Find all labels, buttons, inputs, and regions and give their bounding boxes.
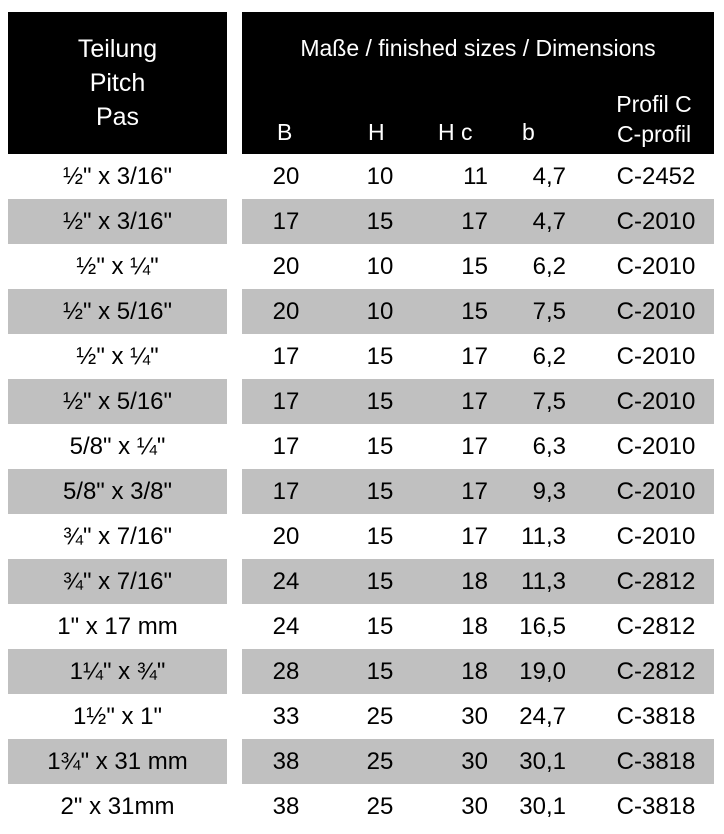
hc-height-cell: 15 [461,253,488,280]
b-inner-cell: 24,7 [519,703,566,730]
h-height-cell: 15 [366,478,394,505]
b-inner-cell: 16,5 [519,613,566,640]
profil-cell: C-2812 [616,613,696,640]
h-height-cell: 15 [366,208,394,235]
profil-cell: C-2010 [616,478,696,505]
b-width-cell: 28 [272,658,300,685]
b-width-cell: 38 [272,748,300,775]
table-row [0,289,724,334]
hc-height-cell: 18 [461,658,488,685]
table-row [0,694,724,739]
hc-height-cell: 17 [461,523,488,550]
table-row [0,334,724,379]
b-width-cell: 20 [272,298,300,325]
hc-height-cell: 17 [461,343,488,370]
profil-cell: C-2010 [616,388,696,415]
profil-cell: C-2010 [616,433,696,460]
pitch-cell: 5/8" x ¼" [69,433,166,460]
b-inner-cell: 7,5 [532,298,566,325]
column-header-profil-line2: C-profil [616,121,692,147]
b-inner-cell: 11,3 [521,523,566,550]
column-header-profil-line1: Profil C [616,91,692,117]
h-height-cell: 15 [366,568,394,595]
pitch-cell: ½" x ¼" [76,343,159,370]
b-width-cell: 20 [272,163,300,190]
pitch-cell: 1½" x 1" [72,703,163,730]
profil-cell: C-2010 [616,208,696,235]
profil-cell: C-2010 [616,343,696,370]
b-inner-cell: 7,5 [532,388,566,415]
h-height-cell: 10 [366,253,394,280]
h-height-cell: 25 [366,793,394,820]
b-inner-cell: 19,0 [519,658,566,685]
table-row [0,604,724,649]
h-height-cell: 25 [366,703,394,730]
profil-cell: C-2010 [616,253,696,280]
b-inner-cell: 30,1 [519,793,566,820]
pitch-cell: 1" x 17 mm [57,613,178,640]
column-header-b: b [522,119,535,145]
pitch-cell: 1¼" x ¾" [69,658,166,685]
column-header-H: H [368,119,385,145]
h-height-cell: 15 [366,343,394,370]
b-width-cell: 17 [272,433,300,460]
h-height-cell: 15 [366,523,394,550]
h-height-cell: 25 [366,748,394,775]
pitch-cell: ½" x 5/16" [62,298,173,325]
b-inner-cell: 6,2 [532,253,566,280]
b-width-cell: 17 [272,388,300,415]
profil-cell: C-2010 [616,523,696,550]
pitch-cell: ¾" x 7/16" [62,523,173,550]
pitch-cell: 5/8" x 3/8" [62,478,173,505]
b-inner-cell: 4,7 [532,163,566,190]
pitch-header-title [8,32,227,134]
h-height-cell: 15 [366,613,394,640]
b-inner-cell: 9,3 [532,478,566,505]
hc-height-cell: 17 [461,478,488,505]
table-row [0,244,724,289]
hc-height-cell: 18 [461,568,488,595]
b-width-cell: 24 [272,568,300,595]
pitch-cell: ½" x ¼" [76,253,159,280]
table-body [0,154,724,829]
hc-height-cell: 30 [461,703,488,730]
hc-height-cell: 11 [463,163,488,190]
pitch-cell: 2" x 31mm [60,793,175,820]
table-row [0,739,724,784]
b-width-cell: 17 [272,208,300,235]
profil-cell: C-2010 [616,298,696,325]
pitch-header-line-french: Pas [95,103,140,131]
column-header-B: B [277,119,293,145]
dimensions-header-title: Maße / finished sizes / Dimensions [300,35,656,61]
b-width-cell: 20 [272,253,300,280]
hc-height-cell: 17 [461,388,488,415]
b-width-cell: 24 [272,613,300,640]
hc-height-cell: 30 [461,793,488,820]
h-height-cell: 15 [366,658,394,685]
pitch-cell: ½" x 3/16" [62,208,173,235]
h-height-cell: 15 [366,433,394,460]
pitch-cell: ¾" x 7/16" [62,568,173,595]
pitch-cell: 1¾" x 31 mm [47,748,188,775]
pitch-cell: ½" x 3/16" [62,163,173,190]
pitch-cell: ½" x 5/16" [62,388,173,415]
dimensions-header [242,12,714,154]
pitch-header-line-german: Teilung [77,35,158,63]
pitch-column-header [8,12,227,154]
profil-cell: C-3818 [616,793,696,820]
profil-cell: C-3818 [616,703,696,730]
table-row [0,379,724,424]
table-row [0,154,724,199]
b-inner-cell: 4,7 [532,208,566,235]
hc-height-cell: 30 [461,748,488,775]
hc-height-cell: 17 [461,433,488,460]
b-width-cell: 20 [272,523,300,550]
b-width-cell: 38 [272,793,300,820]
profil-cell: C-2452 [616,163,696,190]
profil-cell: C-2812 [616,568,696,595]
hc-height-cell: 17 [461,208,488,235]
table-row [0,424,724,469]
h-height-cell: 10 [366,163,394,190]
h-height-cell: 15 [366,388,394,415]
b-width-cell: 17 [272,478,300,505]
b-width-cell: 33 [272,703,300,730]
hc-height-cell: 18 [461,613,488,640]
column-header-profil [604,89,704,149]
b-width-cell: 17 [272,343,300,370]
b-inner-cell: 11,3 [521,568,566,595]
column-header-Hc: H c [438,119,473,145]
table-row [0,514,724,559]
pitch-header-line-english: Pitch [89,69,146,97]
table-row [0,199,724,244]
b-inner-cell: 30,1 [519,748,566,775]
table-row [0,649,724,694]
profil-cell: C-2812 [616,658,696,685]
h-height-cell: 10 [366,298,394,325]
table-row [0,784,724,829]
b-inner-cell: 6,3 [532,433,566,460]
profil-cell: C-3818 [616,748,696,775]
b-inner-cell: 6,2 [532,343,566,370]
hc-height-cell: 15 [461,298,488,325]
table-row [0,559,724,604]
table-row [0,469,724,514]
